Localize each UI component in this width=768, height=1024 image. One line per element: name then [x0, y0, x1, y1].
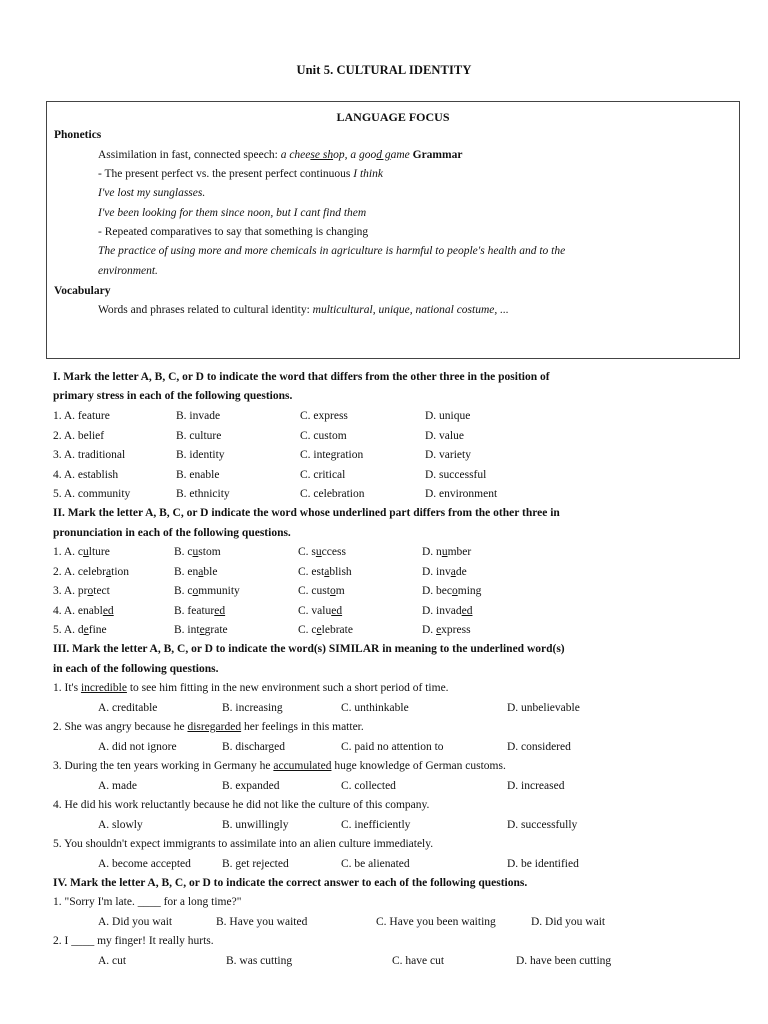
option-c: [298, 585, 345, 597]
option-b: B. invade: [176, 410, 221, 422]
option-d: D. be identified: [507, 857, 579, 870]
underlined-part: u: [83, 546, 89, 558]
vocabulary-text: Words and phrases related to cultural identity:: [98, 304, 313, 316]
option-b: [174, 624, 228, 636]
vocabulary-label: Vocabulary: [54, 285, 111, 297]
grammar-example-2: I've been looking for them since noon, but I cant find them: [98, 207, 367, 219]
option-text: B. int: [174, 624, 200, 636]
question-text: huge knowledge of German customs.: [331, 760, 506, 772]
section-2-heading-line-1: II. Mark the letter A, B, C, or D indicate the word whose underlined part differs from the other three in: [53, 507, 560, 519]
option-text: stom: [198, 546, 221, 558]
assimilation-line: [98, 149, 462, 161]
option-text: fine: [88, 624, 107, 636]
option-b: B. ethnicity: [176, 488, 230, 500]
option-a: 1. A. feature: [53, 410, 110, 422]
grammar-point-2: - Repeated comparatives to say that something is changing: [98, 226, 369, 238]
option-a: [53, 624, 107, 636]
option-b: [174, 546, 221, 558]
underlined-part: u: [315, 546, 322, 558]
question-stem: 1. "Sorry I'm late. ____ for a long time?": [53, 896, 242, 908]
option-text: tion: [111, 565, 130, 578]
option-c: [298, 546, 346, 558]
option-b: B. was cutting: [226, 954, 293, 967]
question-text: her feelings in this matter.: [241, 721, 364, 733]
option-b: [174, 566, 217, 578]
option-c: [298, 566, 352, 578]
option-text: blish: [329, 565, 352, 578]
underlined-part: e: [436, 624, 442, 636]
option-b: B. unwillingly: [222, 818, 289, 831]
option-b: [174, 585, 240, 597]
option-text: C. valu: [298, 604, 332, 617]
option-text: D. n: [422, 546, 442, 558]
example-part: op: [333, 149, 345, 161]
option-d: [422, 546, 471, 558]
question-stem: [53, 838, 433, 850]
option-d: [422, 566, 467, 578]
option-text: D.: [422, 624, 437, 636]
option-a: A. Did you wait: [98, 915, 173, 928]
option-c: C. inefficiently: [341, 818, 411, 831]
option-c: C. collected: [341, 779, 396, 792]
underlined-part: e: [316, 624, 322, 636]
section-4-heading: IV. Mark the letter A, B, C, or D to indicate the correct answer to each of the following questions.: [53, 877, 528, 889]
example-part: ame: [390, 149, 410, 161]
example-good-game: [350, 149, 409, 161]
option-text: C. c: [298, 624, 317, 636]
option-b: B. enable: [176, 468, 220, 481]
option-text: D. bec: [422, 585, 453, 597]
example-underlined: se sh: [310, 149, 334, 161]
option-text: 2. A. celebr: [53, 565, 107, 578]
option-a: A. slowly: [98, 818, 143, 831]
grammar-text: - The present perfect vs. the present perfect continuous: [98, 168, 354, 180]
option-d: [422, 585, 481, 597]
option-d: D. environment: [425, 488, 498, 500]
option-d: [422, 624, 471, 636]
option-a: [53, 585, 110, 597]
underlined-part: o: [87, 585, 94, 597]
option-d: D. value: [425, 429, 464, 442]
option-b: B. expanded: [222, 779, 280, 792]
assimilation-text: Assimilation in fast, connected speech:: [98, 149, 281, 161]
language-focus-heading: LANGUAGE FOCUS: [336, 110, 450, 124]
option-c: C. integration: [300, 449, 364, 461]
grammar-italic: I think: [353, 168, 383, 180]
option-c: C. express: [300, 410, 348, 422]
question-text: 1. It's: [53, 682, 81, 694]
option-text: B. c: [174, 585, 193, 597]
language-focus-box: [46, 101, 740, 359]
underlined-part: a: [324, 565, 330, 578]
grammar-example-1: I've lost my sunglasses.: [98, 187, 206, 199]
option-b: B. identity: [176, 449, 225, 461]
option-text: 3. A. pr: [53, 585, 88, 597]
option-text: grate: [204, 624, 228, 636]
example-part: a goo: [350, 149, 377, 161]
underlined-part: a: [106, 565, 112, 578]
option-d: D. unique: [425, 410, 471, 422]
question-text: 3. During the ten years working in Germany he: [53, 760, 274, 772]
option-a: [53, 546, 110, 558]
underlined-part: ed: [102, 604, 114, 617]
option-text: C. est: [298, 565, 325, 578]
underlined-word: accumulated: [273, 760, 332, 772]
option-text: 5. A. d: [53, 624, 84, 636]
option-a: 3. A. traditional: [53, 449, 126, 461]
option-c: [298, 624, 353, 636]
option-c: C. have cut: [392, 954, 445, 967]
section-3-heading-line-2: in each of the following questions.: [53, 663, 219, 675]
option-d: D. Did you wait: [531, 915, 606, 928]
option-d: D. variety: [425, 449, 471, 461]
underlined-part: e: [83, 624, 89, 636]
underlined-part: o: [329, 585, 336, 597]
option-c: C. paid no attention to: [341, 740, 444, 753]
option-c: [298, 605, 342, 617]
option-d: D. unbelievable: [507, 701, 580, 714]
underlined-part: a: [450, 565, 456, 578]
option-d: D. increased: [507, 779, 565, 792]
option-text: D. invad: [422, 604, 462, 617]
separator: ,: [344, 149, 351, 161]
option-text: lebrate: [321, 624, 353, 636]
underlined-part: u: [192, 546, 199, 558]
question-stem: 2. I ____ my finger! It really hurts.: [53, 935, 214, 947]
option-text: D. inv: [422, 565, 451, 578]
option-text: 4. A. enabl: [53, 604, 103, 617]
option-text: mber: [447, 546, 472, 558]
option-text: B. c: [174, 546, 193, 558]
vocabulary-examples: multicultural, unique, national costume, ...: [312, 304, 509, 316]
vocabulary-line: [98, 304, 509, 316]
question-text: 2. She was angry because he: [53, 721, 188, 733]
grammar-label: Grammar: [412, 149, 463, 161]
option-d: [422, 605, 472, 617]
option-b: B. Have you waited: [216, 915, 308, 928]
option-c: C. unthinkable: [341, 701, 409, 714]
option-a: 4. A. establish: [53, 468, 119, 481]
option-text: ming: [457, 585, 482, 597]
question-text: to see him fitting in the new environment such a short period of time.: [126, 682, 449, 694]
grammar-point-1: [98, 168, 383, 180]
example-underlined: d g: [376, 149, 391, 161]
underlined-part: ed: [214, 604, 226, 617]
section-2-heading-line-2: pronunciation in each of the following questions.: [53, 527, 291, 539]
option-text: ccess: [321, 546, 346, 558]
option-text: lture: [88, 546, 110, 558]
question-stem: [53, 760, 506, 772]
option-c: C. be alienated: [341, 857, 410, 870]
option-a: A. made: [98, 779, 137, 792]
underlined-part: o: [192, 585, 199, 597]
underlined-part: ed: [461, 604, 473, 617]
underlined-part: o: [452, 585, 458, 597]
question-text: 5. You shouldn't expect immigrants to assimilate into an alien culture immediately.: [53, 838, 434, 850]
option-b: [174, 605, 225, 617]
option-d: D. considered: [507, 740, 571, 753]
option-text: de: [455, 565, 467, 578]
question-text: 4. He did his work reluctantly because he did not like the culture of this company.: [53, 799, 430, 811]
option-b: B. culture: [176, 429, 222, 442]
option-a: 2. A. belief: [53, 429, 105, 442]
option-text: B. featur: [174, 604, 215, 617]
option-b: B. discharged: [222, 740, 286, 753]
option-text: ble: [203, 565, 218, 578]
section-1-heading-line-1: I. Mark the letter A, B, C, or D to indicate the word that differs from the other three in the position of: [53, 371, 550, 383]
option-a: [53, 605, 114, 617]
question-stem: [53, 721, 364, 733]
question-stem: [53, 682, 449, 694]
option-text: 1. A. c: [53, 546, 84, 558]
option-c: C. custom: [300, 429, 347, 442]
grammar-example-3a: The practice of using more and more chemicals in agriculture is harmful to people's health and to the: [98, 245, 566, 257]
option-text: m: [335, 585, 345, 597]
underlined-word: incredible: [80, 682, 127, 694]
option-c: C. Have you been waiting: [376, 915, 496, 928]
option-a: A. become accepted: [98, 857, 191, 870]
example-part: a chee: [280, 149, 311, 161]
option-text: B. en: [174, 565, 199, 578]
option-b: B. get rejected: [222, 857, 289, 870]
underlined-part: a: [198, 565, 204, 578]
underlined-part: e: [199, 624, 205, 636]
option-a: A. did not ignore: [98, 740, 177, 753]
option-d: D. successful: [425, 468, 487, 481]
underlined-part: u: [441, 546, 448, 558]
option-text: tect: [93, 585, 110, 597]
option-a: A. cut: [98, 954, 127, 967]
underlined-word: disregarded: [187, 721, 242, 733]
page-title: Unit 5. CULTURAL IDENTITY: [296, 63, 472, 77]
option-a: [53, 566, 129, 578]
option-a: 5. A. community: [53, 488, 131, 500]
option-text: xpress: [441, 624, 471, 636]
option-c: C. celebration: [300, 488, 365, 500]
option-text: mmunity: [198, 585, 240, 597]
option-c: C. critical: [300, 468, 346, 481]
option-d: D. have been cutting: [516, 954, 612, 967]
option-d: D. successfully: [507, 818, 578, 831]
option-text: C. s: [298, 546, 316, 558]
option-a: A. creditable: [98, 701, 158, 714]
phonetics-label: Phonetics: [54, 129, 102, 141]
underlined-part: ed: [331, 604, 343, 617]
example-cheese-shop: [281, 149, 345, 161]
section-1-heading-line-2: primary stress in each of the following questions.: [53, 390, 293, 402]
option-text: C. cust: [298, 585, 330, 597]
option-b: B. increasing: [222, 701, 283, 714]
section-3-heading-line-1: III. Mark the letter A, B, C, or D to indicate the word(s) SIMILAR in meaning to the underlined word(s): [53, 643, 565, 655]
question-stem: [53, 799, 429, 811]
grammar-example-3b: environment.: [98, 265, 158, 277]
